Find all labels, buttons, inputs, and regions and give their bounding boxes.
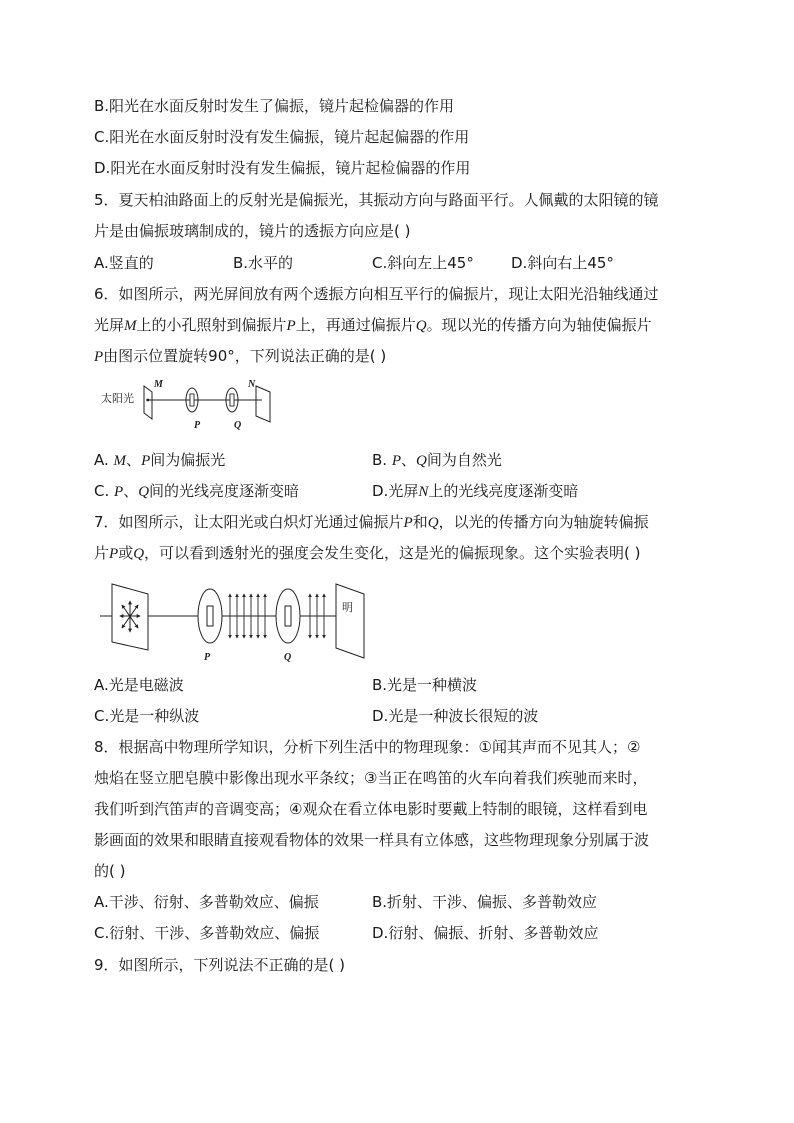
q8-option-a: A.干涉、衍射、多普勒效应、偏振	[94, 893, 319, 911]
q4-option-c: C.阳光在水面反射时没有发生偏振，镜片起起偏器的作用	[94, 128, 470, 146]
q6-option-a: A. M、P间为偏振光	[94, 451, 226, 469]
q7-option-c: C.光是一种纵波	[94, 707, 200, 725]
q8-stem-line5: 的( )	[94, 862, 126, 880]
q6-screen-M	[144, 386, 152, 419]
q6-option-d: D.光屏N上的光线亮度逐渐变暗	[372, 482, 579, 500]
q6-label-N: N	[248, 379, 256, 390]
q5-option-c: C.斜向左上45°	[372, 254, 474, 272]
q7-screen	[336, 584, 364, 658]
q7-polarization-figure	[100, 576, 368, 664]
q7-option-b: B.光是一种横波	[372, 676, 478, 694]
q8-stem-line2: 烛焰在竖立肥皂膜中影像出现水平条纹；③当正在鸣笛的火车向着我们疾驰而来时，	[94, 769, 648, 787]
q6-stem-line2: 光屏M上的小孔照射到偏振片P上，再通过偏振片Q。现以光的传播方向为轴使偏振片	[94, 316, 652, 334]
q7-natural-light-arrows	[120, 601, 140, 632]
q6-screen-N	[256, 386, 270, 422]
q7-option-a: A.光是电磁波	[94, 676, 184, 694]
q7-option-d: D.光是一种波长很短的波	[372, 707, 539, 725]
q4-option-d: D.阳光在水面反射时没有发生偏振，镜片起检偏器的作用	[94, 159, 471, 177]
q6-stem-line1: 6．如图所示，两光屏间放有两个透振方向相互平行的偏振片，现让太阳光沿轴线通过	[94, 285, 659, 303]
q6-sun-label: 太阳光	[101, 392, 134, 405]
q5-option-b: B.水平的	[233, 254, 294, 272]
q7-stem-line1: 7．如图所示，让太阳光或白炽灯光通过偏振片P和Q，以光的传播方向为轴旋转偏振	[94, 513, 649, 531]
q5-stem-line2: 片是由偏振玻璃制成的，镜片的透振方向应是( )	[94, 222, 411, 240]
q6-label-M: M	[154, 379, 163, 390]
q8-stem-line3: 我们听到汽笛声的音调变高；④观众在看立体电影时要戴上特制的眼镜，这样看到电	[94, 800, 648, 818]
q8-option-c: C.衍射、干涉、多普勒效应、偏振	[94, 924, 320, 942]
q7-stem-line2: 片P或Q，可以看到透射光的强度会发生变化，这是光的偏振现象。这个实验表明( )	[94, 544, 641, 562]
q7-slit-Q	[285, 606, 291, 626]
q5-stem-line1: 5．夏天柏油路面上的反射光是偏振光，其振动方向与路面平行。人佩戴的太阳镜的镜	[94, 191, 659, 209]
q8-stem-line1: 8．根据高中物理所学知识，分析下列生活中的物理现象：①闻其声而不见其人；②	[94, 738, 641, 756]
q6-slit-P	[190, 394, 194, 406]
q6-option-c: C. P、Q间的光线亮度逐渐变暗	[94, 482, 300, 500]
q5-option-a: A.竖直的	[94, 254, 154, 272]
q4-option-b: B.阳光在水面反射时发生了偏振，镜片起检偏器的作用	[94, 97, 455, 115]
q6-label-Q: Q	[234, 420, 242, 431]
q6-stem-line3: P由图示位置旋转90°，下列说法正确的是( )	[94, 347, 387, 365]
q7-slit-P	[207, 606, 213, 626]
q8-option-d: D.衍射、偏振、折射、多普勒效应	[372, 924, 599, 942]
q6-polarizer-figure	[94, 378, 284, 436]
q7-label-Q: Q	[284, 652, 292, 663]
q6-label-P: P	[194, 420, 201, 431]
q5-option-d: D.斜向右上45°	[511, 254, 614, 272]
q7-label-P: P	[204, 652, 211, 663]
q8-stem-line4: 影画面的效果和眼睛直接观看物体的效果一样具有立体感，这些物理现象分别属于波	[94, 831, 650, 849]
q6-slit-Q	[230, 394, 234, 406]
q6-option-b: B. P、Q间为自然光	[372, 451, 502, 469]
q7-bright-label: 明	[342, 601, 353, 614]
q9-stem-line1: 9．如图所示，下列说法不正确的是( )	[94, 956, 346, 974]
q8-option-b: B.折射、干涉、偏振、多普勒效应	[372, 893, 598, 911]
q6-pinhole	[147, 399, 150, 402]
